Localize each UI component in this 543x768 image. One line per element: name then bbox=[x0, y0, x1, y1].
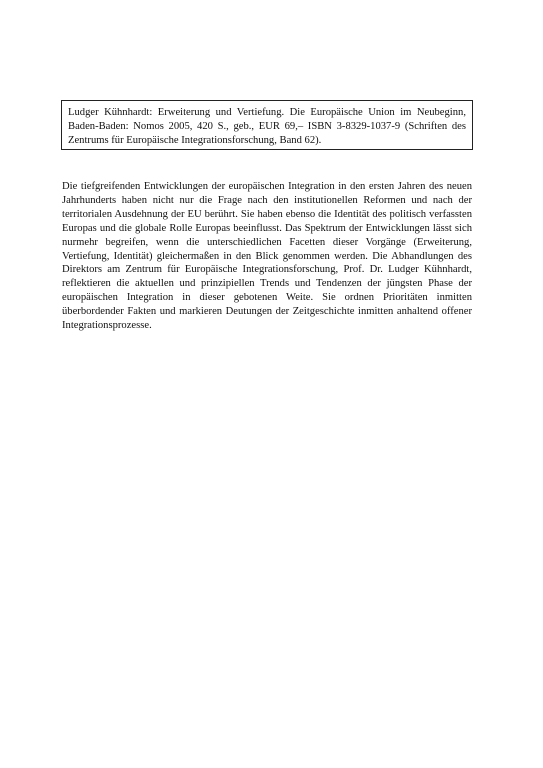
abstract-paragraph: Die tiefgreifenden Entwicklungen der europäischen Integration in den ersten Jahren des neuen Jahrhunderts haben nicht nur die Frage nach den institutionellen Reformen und nach der territorialen Ausdehnung der EU berührt. Sie haben ebenso die Identität des politisch verfassten Europas und die globale Rolle Europas beeinflusst. Das Spektrum der Entwicklungen lässt sich nurmehr begreifen, wenn die unterschiedlichen Facetten dieser Vorgänge (Erweiterung, Vertiefung, Identität) gleichermaßen in den Blick genommen werden. Die Abhandlungen des Direktors am Zentrum für Europäische Integrationsforschung, Prof. Dr. Ludger Kühnhardt, reflektieren die aktuellen und prinzipiellen Trends und Tendenzen der jüngsten Phase der europäischen Integration in dieser gebotenen Weite. Sie ordnen Prioritäten inmitten überbordender Fakten und markieren Deutungen der Zeitgeschichte inmitten anhaltend offener Integrationsprozesse. bbox=[62, 181, 472, 332]
bibliographic-citation-box: Ludger Kühnhardt: Erweiterung und Vertiefung. Die Europäische Union im Neubeginn, Baden-Baden: Nomos 2005, 420 S., geb., EUR 69,– ISBN 3-8329-1037-9 (Schriften des Zentrums für Europäische Integrationsforschung, Band 62). bbox=[61, 100, 473, 150]
